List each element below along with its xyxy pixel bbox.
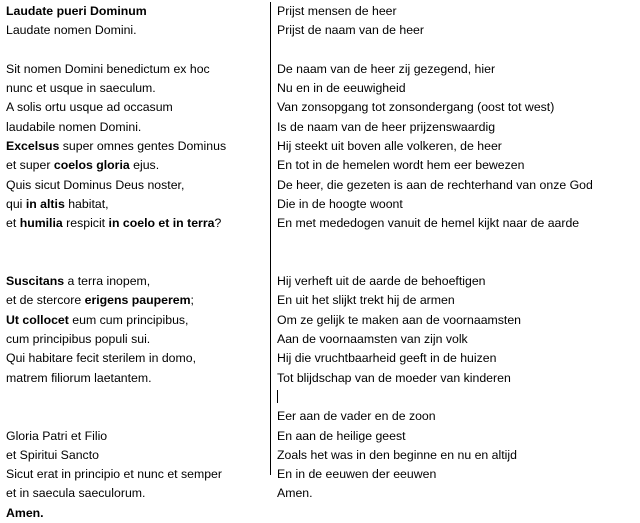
plain-text: et de stercore bbox=[6, 293, 85, 308]
plain-text: Sit nomen Domini benedictum ex hoc bbox=[6, 61, 210, 76]
plain-text: Zoals het was in den beginne en nu en altijd bbox=[277, 447, 517, 462]
plain-text: ejus. bbox=[129, 158, 160, 173]
plain-text: et bbox=[6, 216, 20, 231]
text-line bbox=[6, 118, 266, 137]
text-line bbox=[6, 446, 266, 465]
text-line bbox=[277, 291, 636, 310]
text-line bbox=[277, 21, 636, 40]
plain-text: nunc et usque in saeculum. bbox=[6, 81, 156, 96]
text-line bbox=[277, 349, 636, 368]
text-line bbox=[277, 195, 636, 214]
text-line bbox=[6, 272, 266, 291]
plain-text: Van zonsopgang tot zonsondergang (oost tot west) bbox=[277, 100, 555, 115]
text-line bbox=[277, 311, 636, 330]
plain-text: Hij steekt uit boven alle volkeren, de heer bbox=[277, 139, 502, 154]
text-line bbox=[277, 446, 636, 465]
emphasized-text: Amen. bbox=[6, 505, 44, 520]
text-line bbox=[6, 98, 266, 117]
plain-text: A solis ortu usque ad occasum bbox=[6, 100, 173, 115]
text-line bbox=[6, 369, 266, 388]
text-line bbox=[6, 137, 266, 156]
emphasized-text: humilia bbox=[19, 216, 63, 231]
plain-text: ? bbox=[214, 216, 222, 231]
plain-text: En met mededogen vanuit de hemel kijkt naar de aarde bbox=[277, 216, 580, 231]
plain-text: qui bbox=[6, 196, 26, 211]
text-line bbox=[277, 427, 636, 446]
plain-text: et Spiritui Sancto bbox=[6, 447, 99, 462]
text-line bbox=[277, 484, 636, 503]
emphasized-text: in coelo et in terra bbox=[108, 216, 215, 231]
plain-text: En tot in de hemelen wordt hem eer bewezen bbox=[277, 158, 525, 173]
plain-text: eum cum principibus, bbox=[68, 312, 189, 327]
plain-text: Die in de hoogte woont bbox=[277, 196, 403, 211]
text-line bbox=[6, 41, 266, 60]
text-line bbox=[6, 176, 266, 195]
plain-text: Hij verheft uit de aarde de behoeftigen bbox=[277, 274, 486, 289]
plain-text: De heer, die gezeten is aan de rechterhand van onze God bbox=[277, 177, 593, 192]
text-line bbox=[277, 388, 636, 407]
plain-text: Gloria Patri et Filio bbox=[6, 428, 108, 443]
plain-text: Tot blijdschap van de moeder van kinderen bbox=[277, 370, 511, 385]
plain-text: habitat, bbox=[64, 196, 109, 211]
text-line bbox=[277, 253, 636, 272]
plain-text: respicit bbox=[62, 216, 109, 231]
plain-text: Eer aan de vader en de zoon bbox=[277, 409, 436, 424]
plain-text: De naam van de heer zij gezegend, hier bbox=[277, 61, 496, 76]
text-line bbox=[277, 272, 636, 291]
text-line bbox=[277, 176, 636, 195]
text-line bbox=[6, 291, 266, 310]
text-line bbox=[277, 214, 636, 233]
text-line bbox=[6, 195, 266, 214]
plain-text: super omnes gentes Dominus bbox=[59, 139, 227, 154]
text-line bbox=[277, 369, 636, 388]
emphasized-text: coelos gloria bbox=[53, 158, 130, 173]
plain-text: Prijst mensen de heer bbox=[277, 4, 397, 18]
text-line bbox=[277, 79, 636, 98]
plain-text: Amen. bbox=[277, 486, 313, 501]
emphasized-text: erigens pauperem bbox=[84, 293, 191, 308]
text-cursor bbox=[277, 390, 278, 403]
text-line bbox=[6, 484, 266, 503]
text-line bbox=[277, 156, 636, 175]
text-line bbox=[6, 2, 266, 21]
emphasized-text: Ut collocet bbox=[6, 312, 69, 327]
text-line bbox=[6, 21, 266, 40]
text-line bbox=[277, 330, 636, 349]
plain-text: Hij die vruchtbaarheid geeft in de huizen bbox=[277, 351, 497, 366]
text-line bbox=[6, 427, 266, 446]
emphasized-text: Suscitans bbox=[6, 274, 65, 289]
dutch-translation-column[interactable] bbox=[271, 2, 640, 501]
emphasized-text: Excelsus bbox=[6, 139, 60, 154]
text-line bbox=[277, 98, 636, 117]
plain-text: En aan de heilige geest bbox=[277, 428, 406, 443]
emphasized-text: Laudate pueri Dominum bbox=[6, 4, 147, 18]
text-line bbox=[6, 330, 266, 349]
text-line bbox=[6, 407, 266, 426]
plain-text: Quis sicut Dominus Deus noster, bbox=[6, 177, 185, 192]
text-line bbox=[277, 118, 636, 137]
plain-text: ; bbox=[190, 293, 194, 308]
text-line bbox=[6, 504, 266, 523]
plain-text: Prijst de naam van de heer bbox=[277, 23, 424, 38]
plain-text: Aan de voornaamsten van zijn volk bbox=[277, 332, 468, 347]
plain-text: Is de naam van de heer prijzenswaardig bbox=[277, 119, 496, 134]
text-line bbox=[6, 388, 266, 407]
latin-text-column[interactable] bbox=[0, 2, 270, 520]
text-line bbox=[6, 234, 266, 253]
text-line bbox=[6, 214, 266, 233]
plain-text: cum principibus populi sui. bbox=[6, 332, 151, 347]
text-line bbox=[277, 234, 636, 253]
plain-text: matrem filiorum laetantem. bbox=[6, 370, 152, 385]
text-line bbox=[6, 349, 266, 368]
text-line bbox=[277, 407, 636, 426]
text-line bbox=[6, 60, 266, 79]
text-line bbox=[277, 60, 636, 79]
plain-text: laudabile nomen Domini. bbox=[6, 119, 142, 134]
plain-text: En uit het slijkt trekt hij de armen bbox=[277, 293, 455, 308]
emphasized-text: in altis bbox=[25, 196, 65, 211]
plain-text: et in saecula saeculorum. bbox=[6, 486, 146, 501]
plain-text: Qui habitare fecit sterilem in domo, bbox=[6, 351, 197, 366]
plain-text: Sicut erat in principio et nunc et semper bbox=[6, 467, 222, 482]
plain-text: En in de eeuwen der eeuwen bbox=[277, 467, 437, 482]
text-line bbox=[277, 2, 636, 21]
plain-text: a terra inopem, bbox=[64, 274, 151, 289]
plain-text: et super bbox=[6, 158, 54, 173]
plain-text: Laudate nomen Domini. bbox=[6, 23, 137, 38]
text-line bbox=[6, 253, 266, 272]
text-line bbox=[6, 79, 266, 98]
plain-text: Om ze gelijk te maken aan de voornaamsten bbox=[277, 312, 522, 327]
plain-text: Nu en in de eeuwigheid bbox=[277, 81, 406, 96]
text-line bbox=[6, 311, 266, 330]
text-line bbox=[277, 137, 636, 156]
text-line bbox=[277, 41, 636, 60]
text-line bbox=[6, 156, 266, 175]
